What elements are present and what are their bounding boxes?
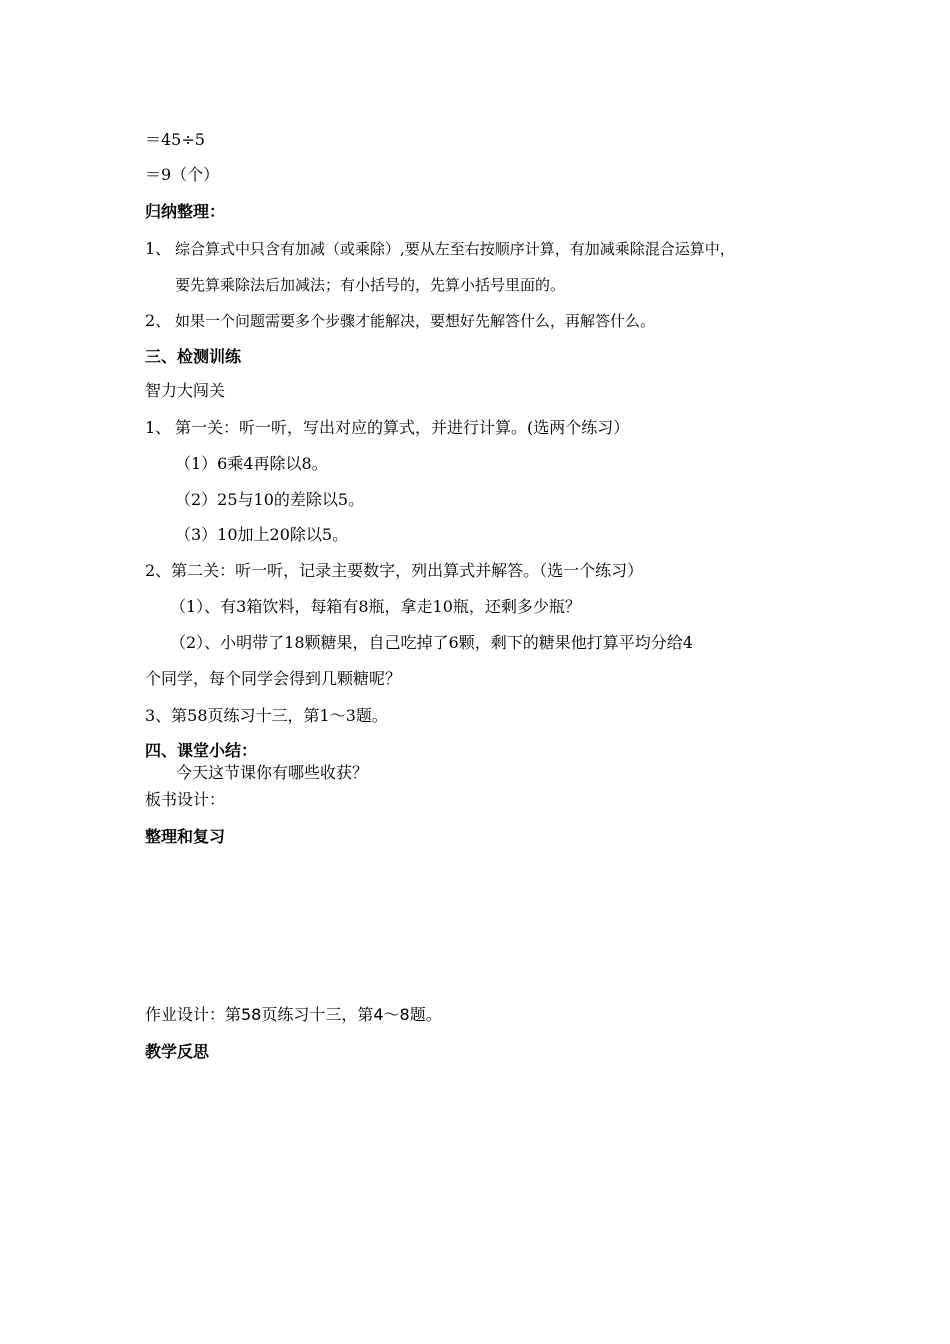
level-1-item-2: （2）25与10的差除以5。	[175, 490, 365, 509]
level-2: 2、第二关：听一听，记录主要数字，列出算式并解答。（选一个练习）	[145, 561, 644, 580]
challenge-title: 智力大闯关	[145, 381, 226, 400]
section-4-question: 今天这节课你有哪些收获？	[176, 763, 369, 782]
level-1-item-1: （1）6乘4再除以8。	[175, 454, 328, 473]
rule-1-text: 综合算式中只含有加减（或乘除）,要从左至右按顺序计算，有加减乘除混合运算中，	[175, 240, 735, 258]
reflection-heading: 教学反思	[145, 1042, 210, 1061]
level-2-item-1: （1）、有3箱饮料，每箱有8瓶，拿走10瓶，还剩多少瓶？	[170, 597, 581, 616]
rule-1-continuation: 要先算乘除法后加减法；有小括号的，先算小括号里面的。	[175, 276, 566, 294]
level-1-number: 1、	[145, 418, 172, 437]
rule-1-number: 1、	[145, 239, 172, 258]
rule-1	[145, 239, 735, 259]
rule-2	[145, 311, 655, 331]
calc-step-2: ＝9（个）	[145, 165, 220, 184]
rule-2-text: 如果一个问题需要多个步骤才能解决，要想好先解答什么，再解答什么。	[175, 312, 656, 330]
board-title: 整理和复习	[145, 827, 226, 846]
level-3: 3、第58页练习十三，第1～3题。	[145, 706, 388, 725]
level-2-item-2-continuation: 个同学，每个同学会得到几颗糖呢？	[145, 669, 402, 688]
section-4-heading: 四、课堂小结：	[145, 741, 258, 760]
level-1	[145, 418, 629, 438]
rule-2-number: 2、	[145, 311, 172, 330]
level-1-item-3: （3）10加上20除以5。	[175, 525, 349, 544]
level-1-text: 第一关：听一听，写出对应的算式，并进行计算。(选两个练习）	[175, 418, 630, 437]
section-3-heading: 三、检测训练	[145, 347, 242, 366]
calc-step-1: ＝45÷5	[145, 130, 205, 149]
homework-design: 作业设计：第58页练习十三，第4～8题。	[145, 1005, 442, 1024]
board-design-label: 板书设计：	[145, 790, 226, 809]
level-2-item-2: （2）、小明带了18颗糖果，自己吃掉了6颗，剩下的糖果他打算平均分给4	[170, 633, 693, 652]
summary-heading: 归纳整理：	[145, 202, 226, 221]
